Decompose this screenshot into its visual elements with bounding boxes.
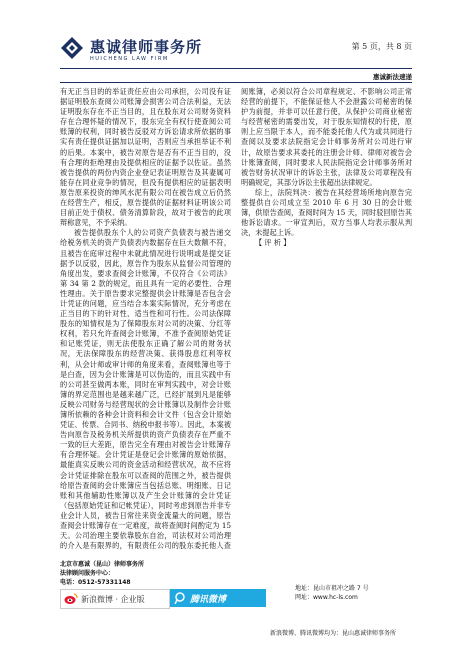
firm-contact (60, 560, 144, 587)
tencent-weibo-icon (173, 592, 187, 604)
firm-phone: 电话：0512-57331148 (60, 579, 131, 586)
page-number: 第 5 页，共 8 页 (351, 42, 412, 51)
firm-contact-line: 法律顾问服务中心： (60, 570, 115, 577)
firm-address-line: 地址：昆山市祖冲之路 7 号 (295, 585, 369, 592)
tencent-weibo-label: 腾讯微博 (190, 594, 227, 605)
sina-weibo-label: 新浪微博 · 企业版 (81, 594, 145, 604)
firm-name-english: HUICHENG LAW FIRM (90, 56, 169, 62)
paragraph: 被告提供股东个人的公司资产负债表与被告递交给税务机关的资产负债表内数据存在巨大数额不符，且被告在庭审过程中未就此情况进行说明或是提交证据予以反驳，因此，原告作为股东从监督公司管理的角度出发，要求查阅会计账簿，不仅符合《公司法》第 34 第 2 款的规定，而且具有一定的必要性、合理性理由。关于原告要求完整提供会计账簿是否包含会计凭证的问题，应当结合本案实际情况，充分考虑在正当目的下的针对性、适当性和可行性。公司法保障股东的知情权是为了保障股东对公司的决策、分红等权利，若只允许查阅会计账簿，不准予查阅原始凭证和记账凭证，则无法使股东正确了解公司的财务状况，无法保障股东的经营决策、获得股息红利等权利，从会计师或审计师的角度来看，查阅账簿也等于是白查，因为会计账簿是可以伪造的，而且实践中有的公司甚至做两本账，同时在审判实践中，对会计账簿的界定范围也是越来越广泛，已经扩展到凡是能够反映公司财务与经营现状的会计账簿以及制作会计账簿所依赖的各种会计资料和会计文件（包含会计原始凭证、传票、合同书、纳税申报书等）。因此，本案被告向原告及税务机关所提供的资产负债表存在严重不一致的巨大差距，原告完全有理由对被告会计账簿存有合理怀疑。会计凭证是登记会计账簿的原始依据，最能真实反映公司的资金活动和经营状况，故不应将会计凭证排除在股东可以查阅的范围之外，被告提供给原告查阅的会计账簿应当包括总账、明细账、日记账和其他辅助性账簿以及产生会计账簿的会计凭证（包括原始凭证和记帐凭证），同时考虑到原告并非专业会计人员，被告日常往来资金流量大的问题，原告查阅会计账簿存在一定难度，故将查阅时间酌定为 15 天。公司治理主要依靠股东自治，司法权对公司治理的介入是有限界的，有限责任公司的股东委托他人查阅账簿，必须以符合公司章程规定、不影响公司正常经营的前提下，不能保证他人不会泄露公司秘密的保护为前提，并非可以任意行使，从保护公司商业秘密与经营秘密的需要出发，对于股东知情权的行使，原则上应当限于本人，而不能委托他人代为或共同进行查阅以及要求法院指定会计师事务所对公司进行审计，故原告要求其委托的注册会计师、律师对被告会计账簿查阅，同时要求人民法院指定会计师事务所对被告财务状况审计的诉讼主张，法律及公司章程没有明确规定，其部分诉讼主张超出法律规定。 (60, 87, 412, 551)
page-header (0, 0, 470, 92)
header-divider-lower (60, 82, 412, 83)
section-heading-comment: 【 评 析 】 (255, 238, 291, 248)
header-divider (60, 68, 412, 69)
paragraph: 综上，法院判决：被告在其经营场所地向原告完整提供自公司成立至 2010 年 6 月 30 日的会计账簿，供原告查阅，查阅时间为 15 天，同时驳回原告其他诉讼请求。一审宣判后，双方当事人均表示服从判决，未提起上诉。 (241, 187, 412, 238)
weibo-icon (64, 593, 78, 605)
firm-name: 惠诚律师事务所 (90, 38, 203, 56)
paragraph: 有无正当目的的举证责任应由公司承担，公司没有证据证明股东查阅公司账簿会损害公司合法利益，无法证明股东存在不正当目的，且在股东对公司财务资料存在合理怀疑的情况下，股东完全有权行使查阅公司账簿的权利，同时被告反驳对方诉讼请求所依据的事实有责任提供证据加以证明，否则应当承担举证不利的后果。本案中，被告对原告是否有不正当目的，没有合理的拒绝理由及提供相应的证据予以佐证。虽然被告提供的两份内资企业登记表证明原告及其妻属可能存在同业竞争的情况，但没有提供相应的证据表明原告原来投资的绅风水泥有限公司在被告成立后仍然在经营生产，相反，原告提供的证据材料证明该公司目前正处于债权、债务清算阶段，故对于被告的此项辩称意见，不予采纳。 (60, 87, 231, 228)
firm-contact-line: 北京市惠诚（昆山）律师事务所 (60, 561, 145, 568)
sina-weibo-badge[interactable] (60, 589, 170, 609)
weibo-account-note: 新浪微博、腾讯微博均为：昆山惠诚律师事务所 (270, 630, 397, 637)
firm-address (295, 584, 369, 602)
firm-logo-icon (60, 36, 84, 60)
article-body (60, 87, 412, 557)
tencent-weibo-badge[interactable] (170, 589, 266, 607)
firm-website: 网址：www.hc-ls.com (295, 594, 358, 601)
page-footer (0, 560, 470, 659)
newsletter-tag: 惠诚新法速递 (373, 73, 412, 81)
two-column-text (60, 87, 412, 557)
